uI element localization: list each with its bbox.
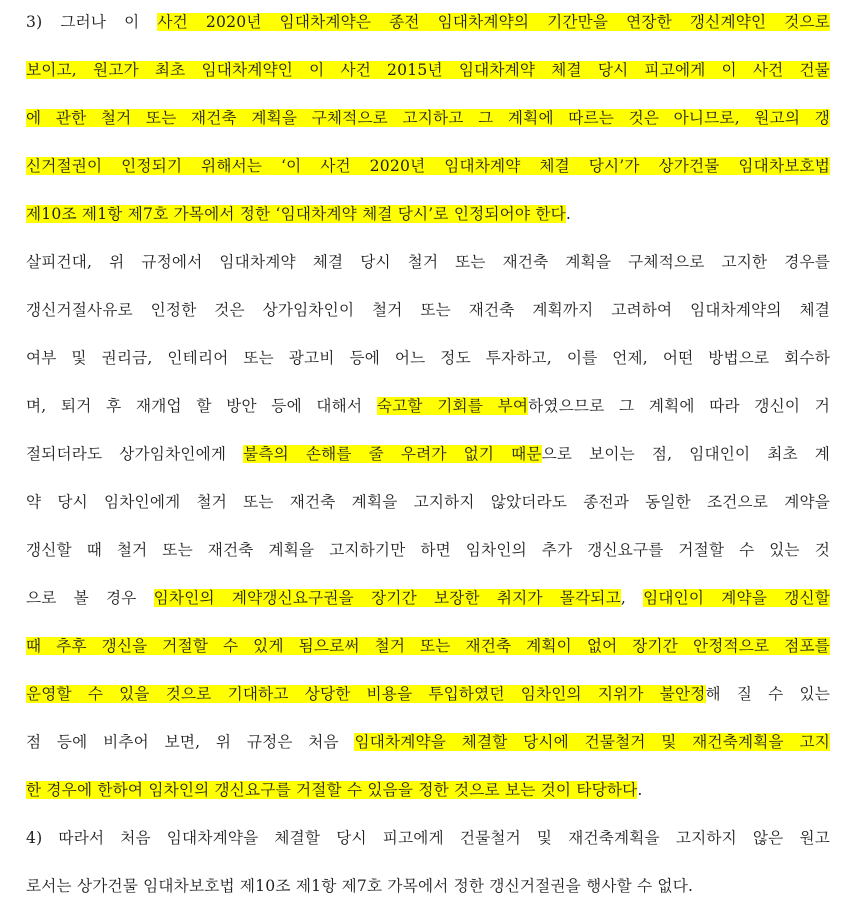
text-segment: 갱신거절사유로 인정한 것은 상가임차인이 철거 또는 재건축 계획까지 고려하여 임대차계약의 체결 (26, 301, 830, 319)
highlighted-text: 제10조 제1항 제7호 가목에서 정한 ‘임대차계약 체결 당시’로 인정되어야 한다 (26, 205, 566, 223)
text-segment: 살피건대, 위 규정에서 임대차계약 체결 당시 철거 또는 재건축 계획을 구체적으로 고지한 경우를 (26, 253, 830, 271)
text-line (26, 250, 830, 274)
highlighted-text: 사건 2020년 임대차계약은 종전 임대차계약의 기간만을 연장한 갱신계약인 것으로 (157, 13, 830, 31)
highlighted-text: 임대차계약을 체결할 당시에 건물철거 및 재건축계획을 고지 (354, 733, 830, 751)
highlighted-text: 운영할 수 있을 것으로 기대하고 상당한 비용을 투입하였던 임차인의 지위가 불안정 (26, 685, 706, 703)
text-segment: 으로 보이는 점, 임대인이 최초 계 (541, 445, 830, 463)
text-segment: 으로 볼 경우 (26, 589, 154, 607)
text-line (26, 106, 830, 130)
text-line (26, 394, 830, 418)
text-segment: 점 등에 비추어 보면, 위 규정은 처음 (26, 733, 355, 751)
text-segment: 4) 따라서 처음 임대차계약을 체결할 당시 피고에게 건물철거 및 재건축계획을 고지하지 않은 원고 (26, 829, 830, 847)
text-line (26, 10, 830, 34)
text-line (26, 538, 830, 562)
text-line (26, 346, 830, 370)
text-segment: . (637, 781, 643, 799)
text-line (26, 490, 830, 514)
text-line (26, 586, 830, 610)
text-segment: 하였으므로 그 계획에 따라 갱신이 거 (528, 397, 830, 415)
text-line (26, 202, 830, 226)
highlighted-text: 불측의 손해를 줄 우려가 없기 때문 (243, 445, 542, 463)
text-segment: 갱신할 때 철거 또는 재건축 계획을 고지하기만 하면 임차인의 추가 갱신요구를 거절할 수 있는 것 (26, 541, 830, 559)
text-line (26, 682, 830, 706)
text-line (26, 874, 830, 898)
text-line (26, 58, 830, 82)
highlighted-text: 에 관한 철거 또는 재건축 계획을 구체적으로 고지하고 그 계획에 따르는 것은 아니므로, 원고의 갱 (26, 109, 830, 127)
text-segment: , (620, 589, 644, 607)
highlighted-text: 숙고할 기회를 부여 (376, 397, 529, 415)
text-segment: 며, 퇴거 후 재개업 할 방안 등에 대해서 (26, 397, 377, 415)
highlighted-text: 보이고, 원고가 최초 임대차계약인 이 사건 2015년 임대차계약 체결 당시 피고에게 이 사건 건물 (26, 61, 830, 79)
text-segment: 해 질 수 있는 (705, 685, 830, 703)
text-line (26, 634, 830, 658)
text-line (26, 826, 830, 850)
text-segment: 여부 및 권리금, 인테리어 또는 광고비 등에 어느 정도 투자하고, 이를 언제, 어떤 방법으로 회수하 (26, 349, 830, 367)
text-segment: . (565, 205, 572, 223)
text-segment: 약 당시 임차인에게 철거 또는 재건축 계획을 고지하지 않았더라도 종전과 동일한 조건으로 계약을 (26, 493, 830, 511)
text-segment: 로서는 상가건물 임대차보호법 제10조 제1항 제7호 가목에서 정한 갱신거절권을 행사할 수 없다. (26, 877, 694, 895)
highlighted-text: 신거절권이 인정되기 위해서는 ‘이 사건 2020년 임대차계약 체결 당시’가 상가건물 임대차보호법 (26, 157, 830, 175)
text-line (26, 778, 830, 802)
text-line (26, 730, 830, 754)
highlighted-text: 때 추후 갱신을 거절할 수 있게 됨으로써 철거 또는 재건축 계획이 없어 장기간 안정적으로 점포를 (26, 637, 830, 655)
text-line (26, 298, 830, 322)
highlighted-text: 임대인이 계약을 갱신할 (643, 589, 830, 607)
highlighted-text: 임차인의 계약갱신요구권을 장기간 보장한 취지가 몰각되고 (153, 589, 621, 607)
text-line (26, 442, 830, 466)
text-segment: 3) 그러나 이 (26, 13, 158, 31)
text-segment: 절되더라도 상가임차인에게 (26, 445, 244, 463)
text-line (26, 154, 830, 178)
highlighted-text: 한 경우에 한하여 임차인의 갱신요구를 거절할 수 있음을 정한 것으로 보는 것이 타당하다 (26, 781, 638, 799)
